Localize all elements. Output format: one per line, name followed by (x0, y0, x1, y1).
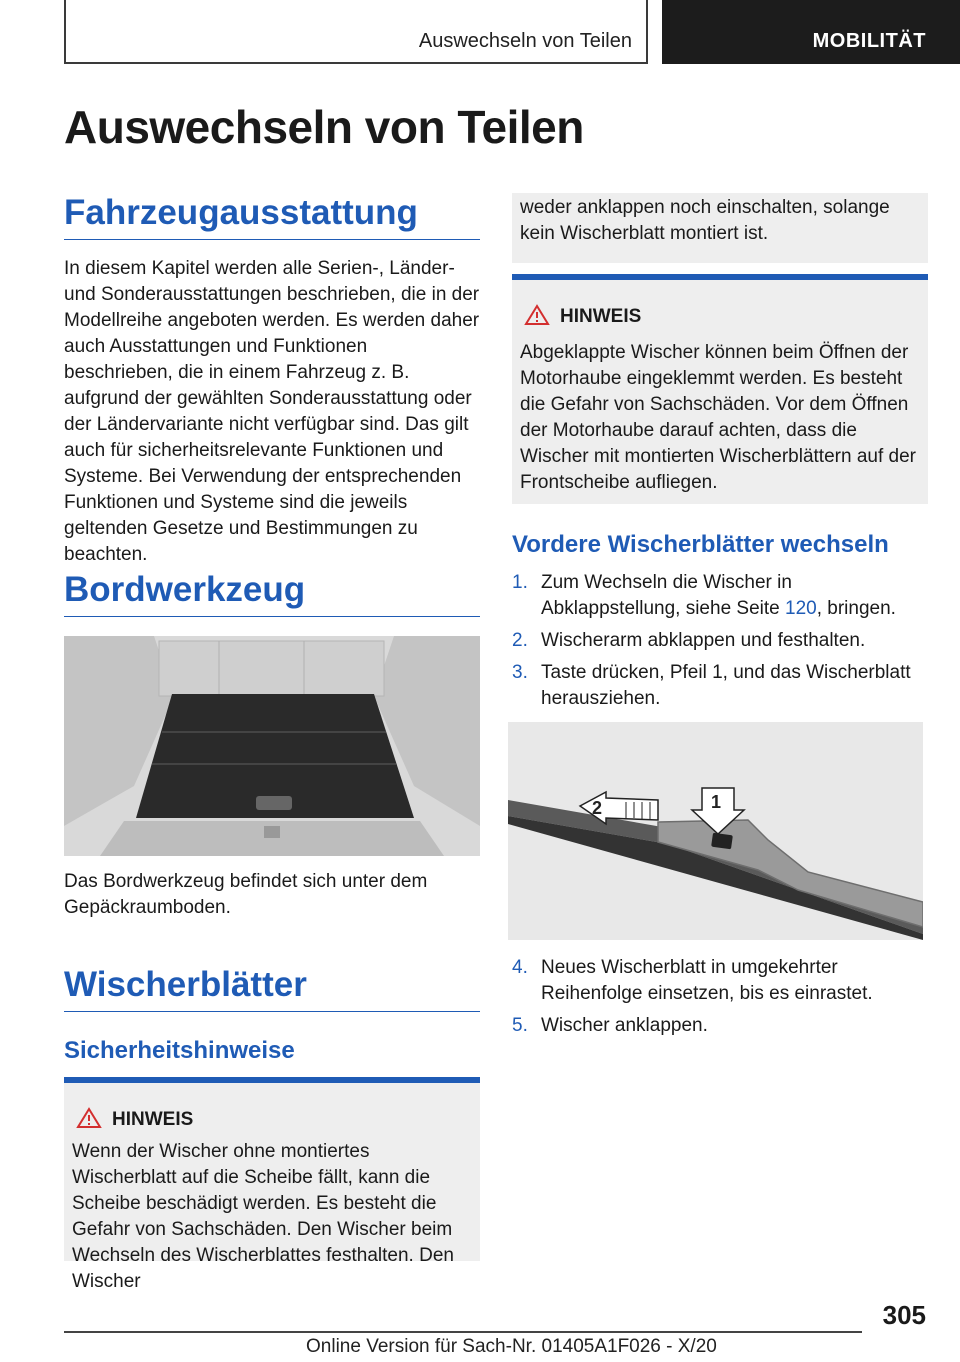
fahrzeug-text: In diesem Kapitel werden alle Serien-, Länder- und Sonderausstattungen beschrieben, die in der Modellreihe angeboten werden. Es werden daher auch Ausstattungen und Funktionen beschrieben, die in einem Fahrzeug z. B. aufgrund der gewählten Sonderausstattung oder der Ländervariante nicht verfügbar sind. Das gilt auch für sicherheitsrelevante Funktionen und Systeme. Bei Verwendung der entsprechenden Funktionen und Systeme sind die jeweils geltenden Gesetze und Bestimmungen zu beachten. (64, 258, 480, 565)
warning-title-1: HINWEIS (112, 1109, 194, 1130)
header-section-tab (64, 0, 648, 64)
step-text: Taste drücken, Pfeil 1, und das Wischerblatt herausziehen. (541, 662, 911, 709)
warning-box-1 (64, 1077, 480, 1292)
heading-vordere-wischerblaetter: Vordere Wischerblätter wechseln (512, 531, 889, 558)
step-text: Zum Wechseln die Wischer in Abklappstellung, siehe Seite (541, 572, 792, 619)
bordwerkzeug-caption: Das Bordwerkzeug befindet sich unter dem Gepäckraumboden. (64, 871, 428, 918)
heading-sicherheitshinweise: Sicherheitshinweise (64, 1037, 295, 1064)
step-text: Wischerarm abklappen und festhalten. (541, 630, 866, 651)
steps-list-1 (512, 570, 928, 718)
step-number: 1. (512, 572, 528, 593)
list-item (512, 628, 928, 654)
warning-title-2: HINWEIS (560, 306, 642, 327)
diagram-label-1: 1 (711, 792, 722, 812)
step-number: 2. (512, 630, 528, 651)
step-text-end: , bringen. (816, 598, 896, 619)
step-text: Wischer anklappen. (541, 1015, 708, 1036)
list-item (512, 570, 928, 622)
warning-text-2: Abgeklappte Wischer können beim Öffnen der Motorhaube eingeklemmt werden. Es besteht die Gefahr von Sachschäden. Vor dem Öffnen der Motorhaube darauf achten, dass die Wischer mit montierten Wischerblättern auf der Frontscheibe aufliegen. (520, 342, 916, 493)
wiper-blade-diagram (508, 722, 923, 940)
heading-bordwerkzeug: Bordwerkzeug (64, 570, 480, 617)
steps-list-2 (512, 955, 928, 1045)
page-link[interactable]: 120 (785, 598, 817, 619)
page-title: Auswechseln von Teilen (64, 101, 584, 153)
step-number: 3. (512, 662, 528, 683)
warning-box-2 (512, 274, 928, 504)
header-section-label: Auswechseln von Teilen (418, 30, 632, 52)
step-number: 5. (512, 1015, 528, 1036)
warning-text-1-continued: weder anklappen noch einschalten, solange kein Wischerblatt montiert ist. (520, 197, 890, 244)
header-chapter-tab (662, 0, 960, 64)
header-chapter-label: MOBILITÄT (812, 30, 926, 52)
warning-box-1-continued (512, 193, 928, 263)
diagram-label-2: 2 (592, 798, 603, 818)
list-item (512, 660, 928, 712)
trunk-photo (64, 636, 480, 856)
list-item (512, 955, 928, 1007)
warning-text-1: Wenn der Wischer ohne montiertes Wischerblatt auf die Scheibe fällt, kann die Scheibe beschädigt werden. Es besteht die Gefahr von Sachschäden. Den Wischer beim Wechseln des Wischerblattes festhalten. Den Wischer (72, 1141, 454, 1292)
page-number: 305 (882, 1300, 926, 1330)
step-text: Neues Wischerblatt in umgekehrter Reihenfolge einsetzen, bis es einrastet. (541, 957, 873, 1004)
footer-text: Online Version für Sach-Nr. 01405A1F026 - X/20 (306, 1336, 717, 1357)
step-number: 4. (512, 957, 528, 978)
footer-divider (64, 1331, 862, 1333)
warning-triangle-icon (76, 1107, 102, 1134)
warning-triangle-icon (524, 304, 550, 331)
heading-fahrzeugausstattung: Fahrzeugausstattung (64, 193, 480, 240)
list-item (512, 1013, 928, 1039)
heading-wischerblaetter: Wischerblätter (64, 965, 480, 1012)
